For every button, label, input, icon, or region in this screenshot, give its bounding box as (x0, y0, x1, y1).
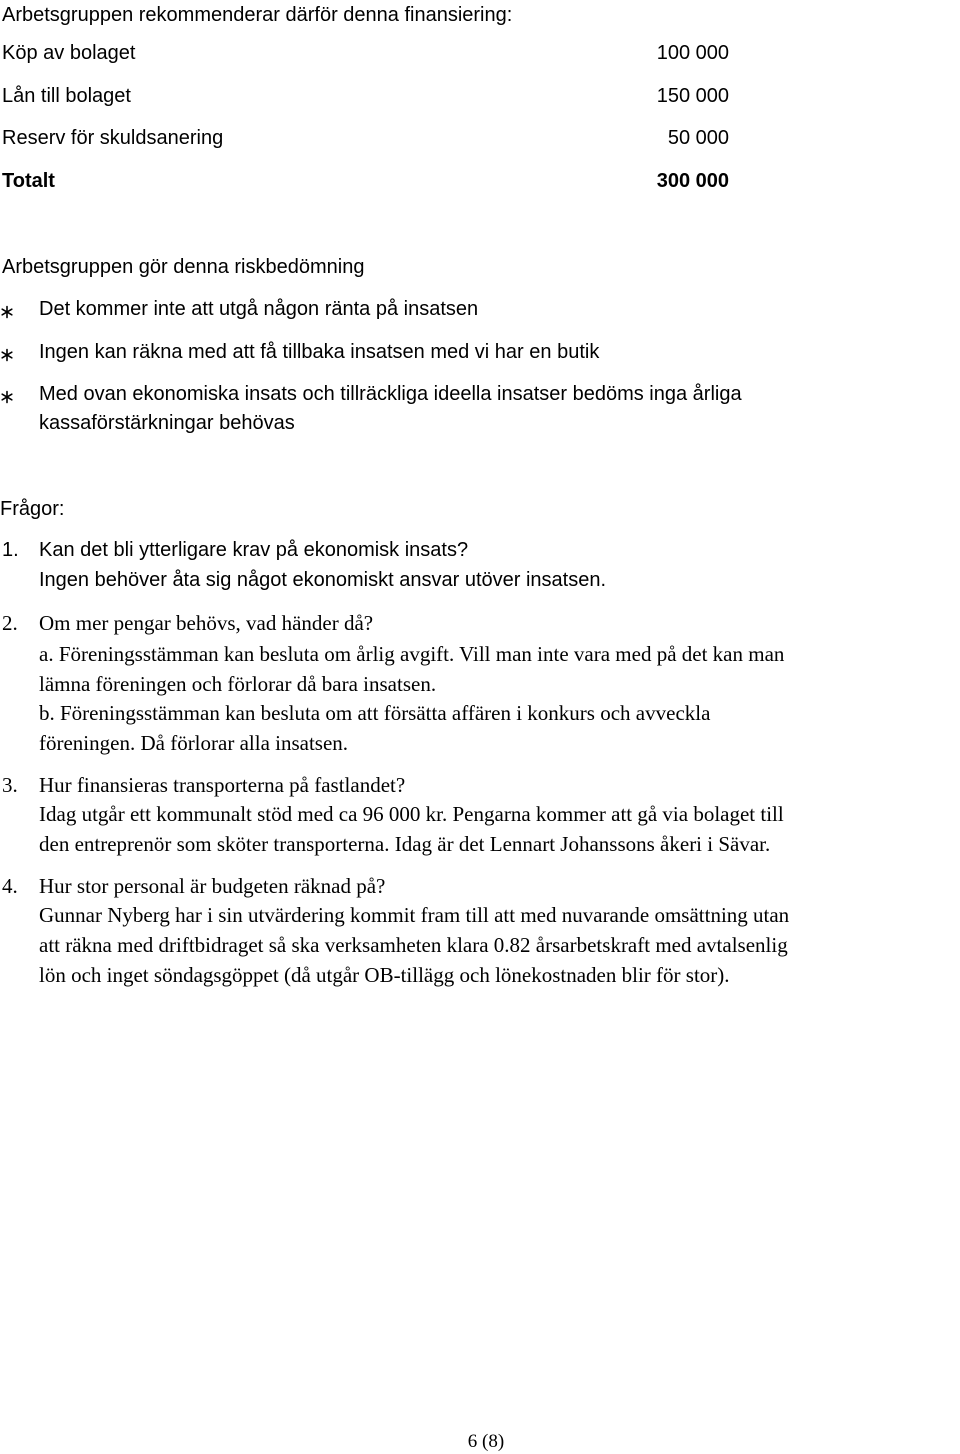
financing-amount-loan: 150 000 (656, 85, 729, 107)
risk-bullet-1: Det kommer inte att utgå någon ränta på insatsen (39, 298, 479, 320)
q4-answer-line2: att räkna med driftbidraget så ska verksamheten klara 0.82 årsarbetskraft med avtalsenlig (39, 933, 788, 957)
q4-answer-line1: Gunnar Nyberg har i sin utvärdering kommit fram till att med nuvarande omsättning utan (39, 903, 790, 927)
q4-answer-line3: lön och inget söndagsgöppet (då utgår OB-tillägg och lönekostnaden blir för stor). (39, 963, 730, 987)
q3-answer-line1: Idag utgår ett kommunalt stöd med ca 96 000 kr. Pengarna kommer att gå via bolaget till (39, 802, 784, 826)
financing-amount-reserve: 50 000 (667, 127, 729, 149)
risk-heading: Arbetsgruppen gör denna riskbedömning (2, 256, 365, 278)
q4-question: Hur stor personal är budgeten räknad på? (39, 874, 386, 898)
risk-bullet-2: Ingen kan räkna med att få tillbaka insatsen med vi har en butik (39, 341, 600, 363)
q2-question: Om mer pengar behövs, vad händer då? (39, 611, 374, 635)
asterisk-icon (0, 348, 14, 362)
q1-question: Kan det bli ytterligare krav på ekonomisk insats? (39, 539, 469, 561)
q2-number: 2. (2, 611, 18, 635)
asterisk-icon (0, 305, 14, 319)
q2-answer-b-line1: b. Föreningsstämman kan besluta om att försätta affären i konkurs och avveckla (39, 701, 711, 725)
q4-number: 4. (2, 874, 18, 898)
q1-answer: Ingen behöver åta sig något ekonomiskt ansvar utöver insatsen. (39, 569, 607, 591)
financing-label-total: Totalt (2, 170, 55, 192)
q3-number: 3. (2, 773, 18, 797)
financing-label-purchase: Köp av bolaget (2, 42, 136, 64)
risk-bullet-3-cont: kassaförstärkningar behövas (39, 412, 295, 434)
financing-intro: Arbetsgruppen rekommenderar därför denna finansiering: (2, 4, 513, 26)
q2-answer-a-line2: lämna föreningen och förlorar då bara insatsen. (39, 672, 437, 696)
q3-question: Hur finansieras transporterna på fastlandet? (39, 773, 406, 797)
financing-amount-purchase: 100 000 (656, 42, 729, 64)
q1-number: 1. (2, 539, 19, 561)
q2-answer-a-line1: a. Föreningsstämman kan besluta om årlig avgift. Vill man inte vara med på det kan man (39, 642, 785, 666)
financing-amount-total: 300 000 (656, 170, 729, 192)
q2-answer-b-line2: föreningen. Då förlorar alla insatsen. (39, 731, 349, 755)
financing-label-loan: Lån till bolaget (2, 85, 131, 107)
questions-heading: Frågor: (0, 498, 65, 520)
financing-label-reserve: Reserv för skuldsanering (2, 127, 224, 149)
risk-bullet-3: Med ovan ekonomiska insats och tillräckliga ideella insatser bedöms inga årliga (39, 383, 742, 405)
page-number: 6 (8) (467, 1431, 505, 1452)
asterisk-icon (0, 390, 14, 404)
q3-answer-line2: den entreprenör som sköter transporterna. Idag är det Lennart Johanssons åkeri i Sävar. (39, 832, 771, 856)
